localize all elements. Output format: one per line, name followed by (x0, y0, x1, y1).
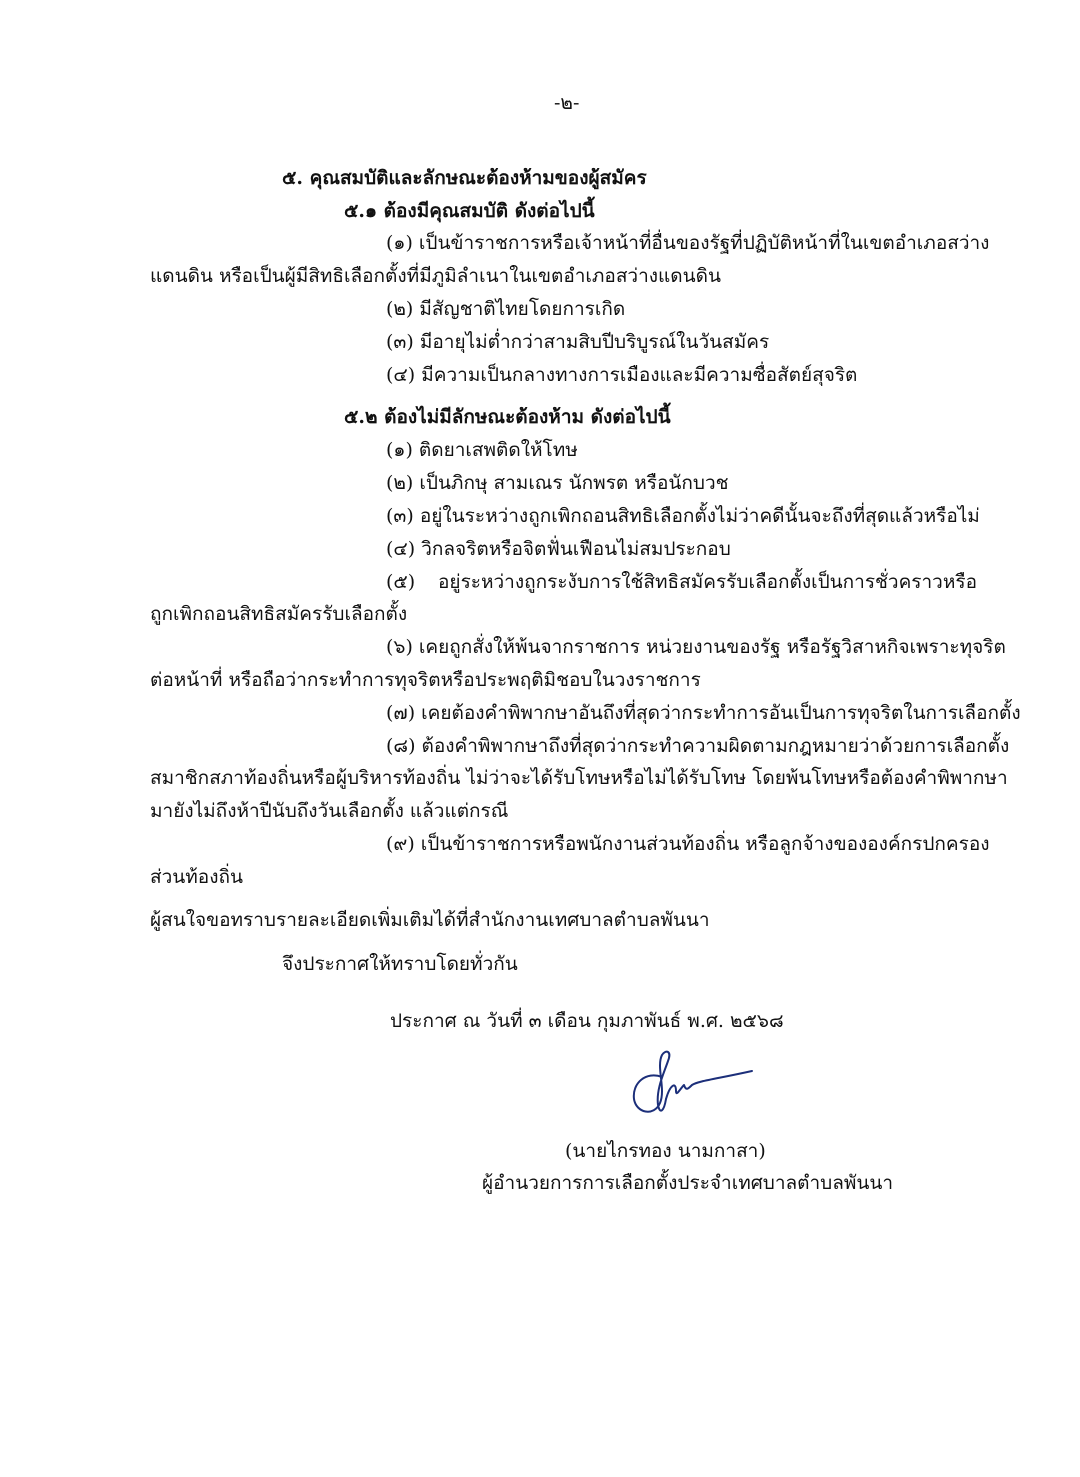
contact-note: ผู้สนใจขอทราบรายละเอียดเพิ่มเติมได้ที่สำนักงานเทศบาลตำบลพันนา (150, 909, 710, 931)
date-line: ประกาศ ณ วันที่ ๓ เดือน กุมภาพันธ์ พ.ศ. ๒๕๖๘ (390, 1010, 784, 1032)
signature-image (626, 1045, 758, 1120)
s52-item-8-line-3: มายังไม่ถึงห้าปีนับถึงวันเลือกตั้ง แล้วแต่กรณี (150, 800, 509, 822)
s52-item-7: (๗) เคยต้องคำพิพากษาอันถึงที่สุดว่ากระทำการอันเป็นการทุจริตในการเลือกตั้ง (386, 702, 1021, 724)
s51-item-3: (๓) มีอายุไม่ต่ำกว่าสามสิบปีบริบูรณ์ในวันสมัคร (386, 331, 770, 353)
signer-title: ผู้อำนวยการการเลือกตั้งประจำเทศบาลตำบลพันนา (482, 1172, 894, 1194)
s52-item-9-line-1: (๙) เป็นข้าราชการหรือพนักงานส่วนท้องถิ่น หรือลูกจ้างขององค์กรปกครอง (386, 833, 990, 855)
s52-item-6-line-1: (๖) เคยถูกสั่งให้พ้นจากราชการ หน่วยงานของรัฐ หรือรัฐวิสาหกิจเพราะทุจริต (386, 636, 1006, 658)
s52-item-8-line-2: สมาชิกสภาท้องถิ่นหรือผู้บริหารท้องถิ่น ไม่ว่าจะได้รับโทษหรือไม่ได้รับโทษ โดยพ้นโทษหรือต้องคำพิพากษา (150, 767, 1008, 789)
s52-item-1: (๑) ติดยาเสพติดให้โทษ (386, 439, 578, 461)
s52-item-5-line-1: (๕) อยู่ระหว่างถูกระงับการใช้สิทธิสมัครรับเลือกตั้งเป็นการชั่วคราวหรือ (386, 571, 977, 593)
signer-name: (นายไกรทอง นามกาสา) (565, 1140, 766, 1162)
announce-line: จึงประกาศให้ทราบโดยทั่วกัน (282, 953, 518, 975)
section-5-1-heading: ๕.๑ ต้องมีคุณสมบัติ ดังต่อไปนี้ (344, 200, 595, 222)
s51-item-1-line-2: แดนดิน หรือเป็นผู้มีสิทธิเลือกตั้งที่มีภูมิลำเนาในเขตอำเภอสว่างแดนดิน (150, 265, 721, 287)
s52-item-6-line-2: ต่อหน้าที่ หรือถือว่ากระทำการทุจริตหรือประพฤติมิชอบในวงราชการ (150, 669, 701, 691)
s52-item-2: (๒) เป็นภิกษุ สามเณร นักพรต หรือนักบวช (386, 472, 729, 494)
page-number: -๒- (554, 92, 580, 114)
s52-item-4: (๔) วิกลจริตหรือจิตฟั่นเฟือนไม่สมประกอบ (386, 538, 731, 560)
s52-item-9-line-2: ส่วนท้องถิ่น (150, 866, 243, 888)
s51-item-4: (๔) มีความเป็นกลางทางการเมืองและมีความซื่อสัตย์สุจริต (386, 364, 858, 386)
section-5-heading: ๕. คุณสมบัติและลักษณะต้องห้ามของผู้สมัคร (282, 167, 647, 189)
s52-item-8-line-1: (๘) ต้องคำพิพากษาถึงที่สุดว่ากระทำความผิดตามกฎหมายว่าด้วยการเลือกตั้ง (386, 735, 1010, 757)
s52-item-3: (๓) อยู่ในระหว่างถูกเพิกถอนสิทธิเลือกตั้งไม่ว่าคดีนั้นจะถึงที่สุดแล้วหรือไม่ (386, 505, 980, 527)
s52-item-5-line-2: ถูกเพิกถอนสิทธิสมัครรับเลือกตั้ง (150, 603, 408, 625)
section-5-2-heading: ๕.๒ ต้องไม่มีลักษณะต้องห้าม ดังต่อไปนี้ (344, 406, 671, 428)
s51-item-1-line-1: (๑) เป็นข้าราชการหรือเจ้าหน้าที่อื่นของรัฐที่ปฏิบัติหน้าที่ในเขตอำเภอสว่าง (386, 232, 990, 254)
s51-item-2: (๒) มีสัญชาติไทยโดยการเกิด (386, 298, 626, 320)
